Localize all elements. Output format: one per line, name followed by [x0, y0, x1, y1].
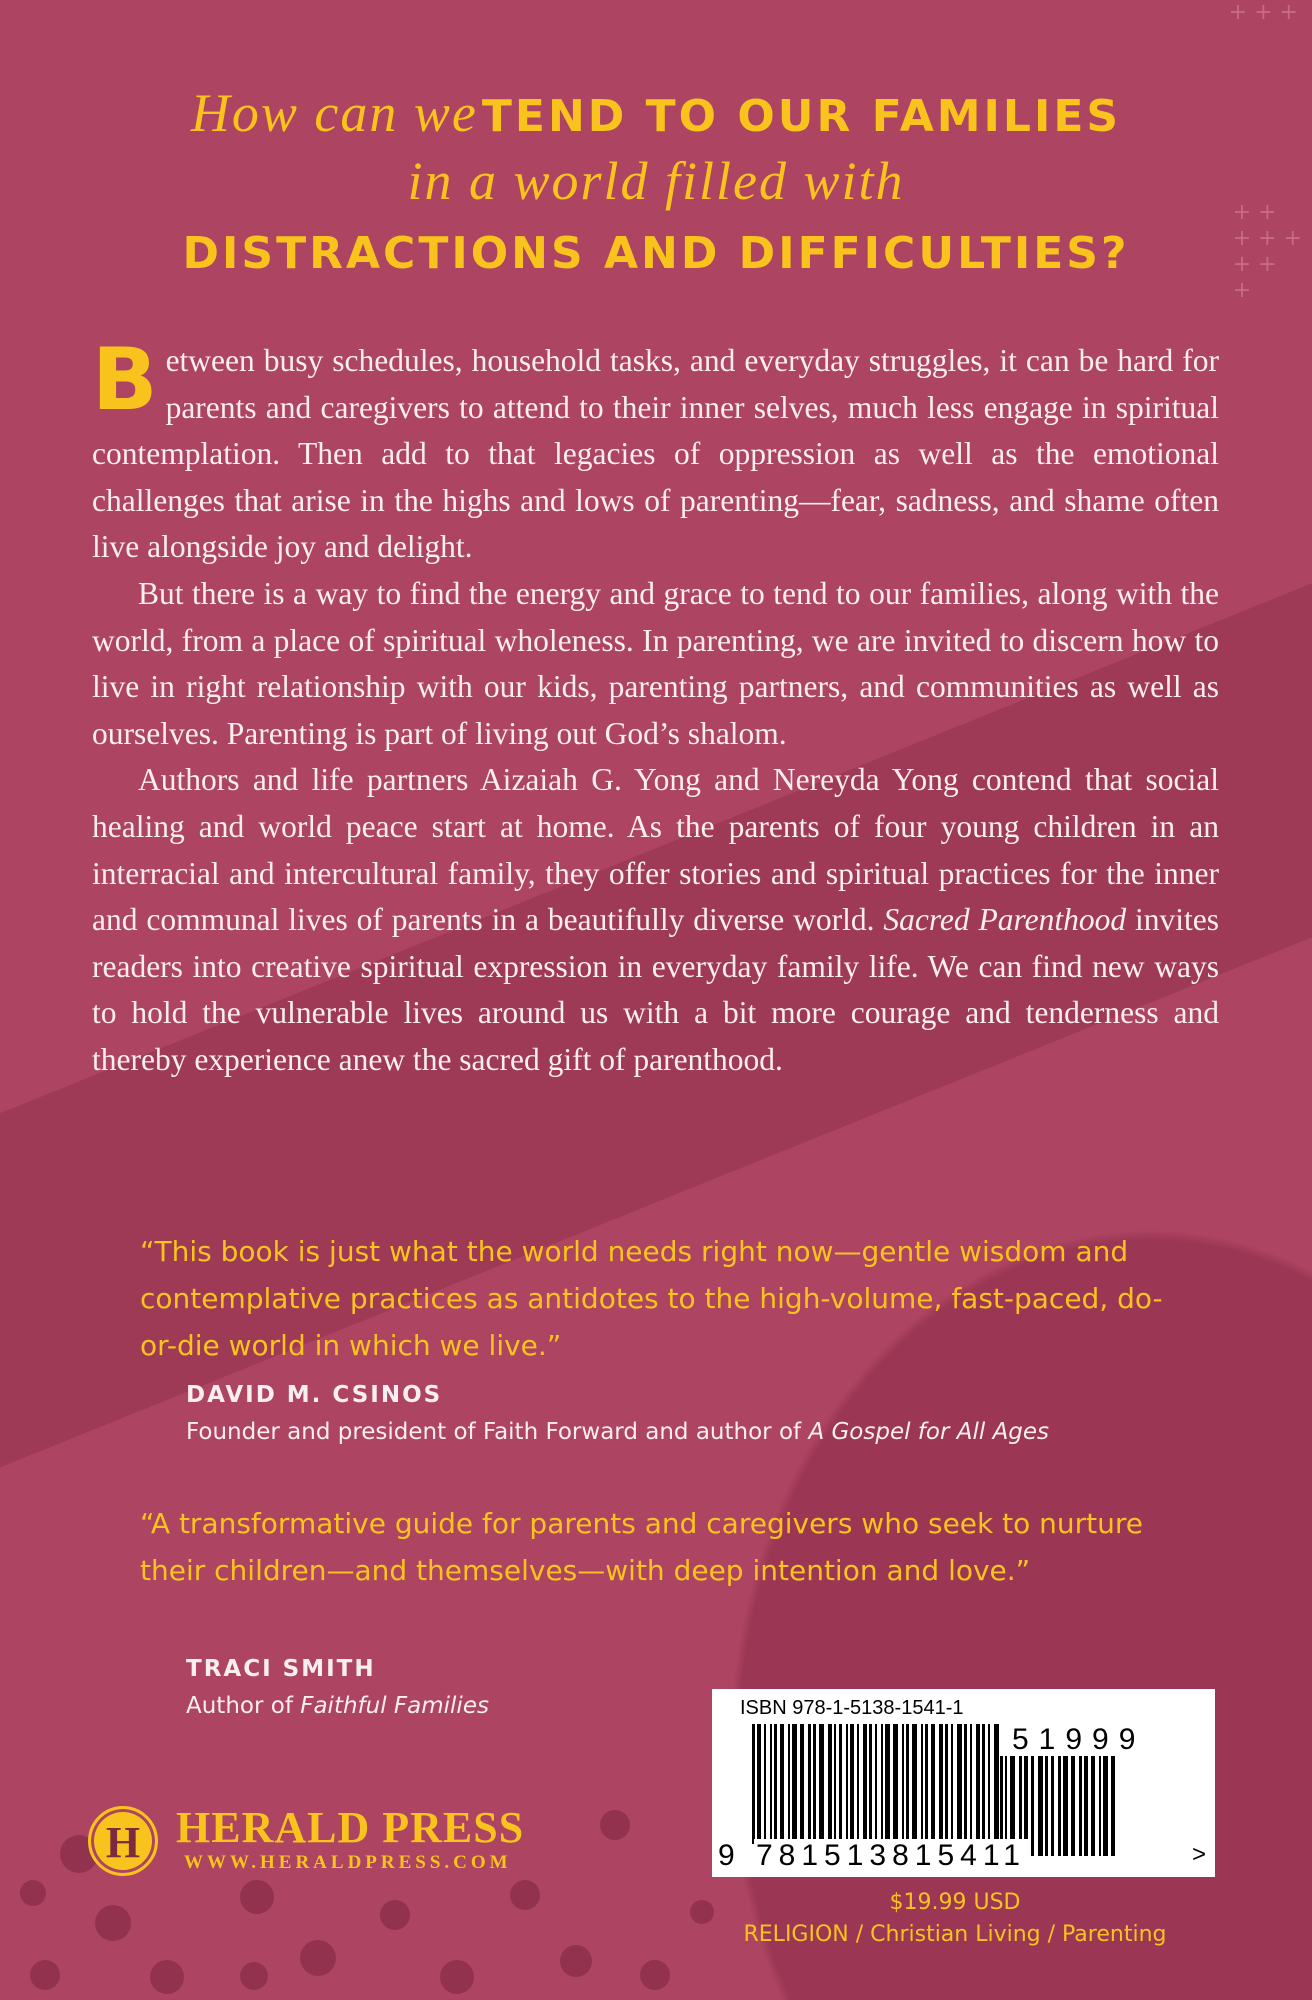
isbn-text: ISBN 978-1-5138-1541-1 — [740, 1697, 964, 1719]
barcode-bar — [764, 1724, 766, 1844]
decorative-dot — [640, 1960, 670, 1990]
decorative-dot — [95, 1905, 131, 1941]
barcode-bar — [1111, 1756, 1115, 1856]
barcode-bar — [976, 1724, 980, 1844]
barcode-bar — [982, 1724, 985, 1844]
barcode-bar — [994, 1724, 999, 1844]
barcode-bar — [964, 1724, 967, 1844]
logo-emblem-icon: H — [105, 1818, 141, 1867]
headline-line-2: in a world filled with — [407, 151, 905, 211]
barcode-bar — [850, 1724, 854, 1844]
endorsement-quote: “This book is just what the world needs right now—gentle wisdom and contemplative practices as antidotes to the high-volume, fast-paced, do-or-die world in which we live.” — [140, 1235, 1163, 1362]
barcode-bar — [1079, 1756, 1082, 1856]
barcode-bar — [931, 1724, 935, 1844]
barcode-bar — [951, 1724, 953, 1844]
desc-title: A Gospel for All Ages — [808, 1419, 1050, 1445]
endorser-description — [186, 1419, 1049, 1445]
barcode-bar — [813, 1724, 816, 1844]
paragraph-text: etween busy schedules, household tasks, and everyday struggles, it can be hard for parents and caregivers to attend to their inner selves, much less engage in spiritual contemplation. Then add to that legacies of oppression as well as the emotional challenges that arise in the highs and lows of parenting—fear, sadness, and shame often live alongside joy and delight. — [92, 343, 1219, 565]
barcode-bar — [1103, 1756, 1108, 1856]
paragraph-text: Authors and life partners Aizaiah G. Yong and Nereyda Yong contend that social healing and world peace start at home. As the parents of four young children in an interracial and intercultural family, they offer stories and spiritual practices for the inner and communal lives of parents in a beautifully diverse world. — [92, 762, 1219, 938]
barcode-bar — [1091, 1756, 1095, 1856]
barcode-bar — [885, 1724, 890, 1844]
barcode-bar — [893, 1724, 898, 1844]
barcode-bar — [819, 1724, 824, 1844]
barcode-bar — [863, 1724, 867, 1844]
drop-cap: B — [92, 330, 158, 430]
barcode-bar — [1058, 1756, 1061, 1856]
barcode-bar — [780, 1724, 784, 1844]
endorser-description — [186, 1693, 489, 1719]
endorser-name: TRACI SMITH — [186, 1656, 376, 1682]
description — [92, 330, 1219, 1084]
barcode-bar — [752, 1724, 755, 1844]
barcode-bar — [770, 1724, 772, 1844]
isbn-barcode — [712, 1689, 1215, 1877]
paragraph-text: invites readers into creative spiritual expression in everyday family life. We can find new ways to hold the vulnerable lives around us with a bit more courage and tenderness and thereby experience anew the sacred gift of parenthood. — [92, 902, 1219, 1077]
barcode-bar — [857, 1724, 859, 1844]
barcode-bar — [1031, 1756, 1034, 1856]
barcode-bar — [957, 1724, 962, 1844]
barcode-bar — [912, 1724, 917, 1844]
barcode-bar — [1071, 1756, 1075, 1856]
desc-text: Author of — [186, 1693, 301, 1719]
barcode-bar — [846, 1724, 848, 1844]
barcode-bar — [1038, 1756, 1043, 1856]
barcode-bar — [1045, 1756, 1048, 1856]
price: $19.99 USD — [889, 1890, 1021, 1915]
endorser-name: DAVID M. CSINOS — [186, 1382, 443, 1408]
decorative-dot — [510, 1880, 540, 1910]
headline-italic: How can we — [190, 83, 478, 143]
barcode-digits: 781513815411 — [756, 1839, 1026, 1872]
paragraph-3 — [92, 757, 1219, 1083]
barcode-bar — [1051, 1756, 1054, 1856]
barcode-bar — [881, 1724, 883, 1844]
publisher-logo — [88, 1806, 158, 1876]
decorative-dot — [240, 1880, 274, 1914]
barcode-bars — [752, 1724, 1001, 1844]
barcode-bar — [970, 1724, 972, 1844]
barcode-bar — [902, 1724, 904, 1844]
bisac-category: RELIGION / Christian Living / Parenting — [743, 1922, 1167, 1947]
decorative-dot — [240, 1962, 268, 1990]
barcode-bar — [921, 1724, 923, 1844]
barcode-first-digit: 9 — [718, 1839, 735, 1872]
desc-title: Faithful Families — [300, 1693, 489, 1719]
barcode-bar — [808, 1724, 811, 1844]
barcode-bar — [792, 1724, 797, 1844]
barcode-bar — [906, 1724, 909, 1844]
barcode-bar — [869, 1724, 872, 1844]
barcode-bar — [1063, 1756, 1068, 1856]
barcode-bar — [828, 1724, 832, 1844]
barcode-bar — [925, 1724, 928, 1844]
decorative-dot — [560, 1945, 592, 1977]
publisher-name: HERALD PRESS — [176, 1803, 525, 1852]
decorative-dot — [600, 1810, 630, 1840]
barcode-bar — [945, 1724, 948, 1844]
decorative-dot — [380, 1900, 410, 1930]
headline-line-1 — [0, 82, 1312, 144]
plus-pattern: + + + — [1228, 0, 1298, 25]
plus-pattern: + + + + + + + + — [1232, 200, 1302, 303]
barcode-bar — [939, 1724, 943, 1844]
barcode-bar — [988, 1724, 990, 1844]
quiet-zone-marker: > — [1192, 1841, 1207, 1868]
barcode-bar — [788, 1724, 790, 1844]
addon-digits: 51999 — [1012, 1723, 1146, 1756]
barcode-bar — [834, 1724, 836, 1844]
desc-text: Founder and president of Faith Forward and author of — [186, 1419, 809, 1445]
book-title: Sacred Parenthood — [883, 902, 1127, 938]
barcode-bar — [839, 1724, 842, 1844]
barcode-bar — [1099, 1756, 1101, 1856]
headline-line-3: DISTRACTIONS AND DIFFICULTIES? — [182, 228, 1130, 279]
decorative-dot — [440, 1960, 474, 1994]
decorative-dot — [150, 1960, 184, 1994]
headline-caps: TEND TO OUR FAMILIES — [481, 91, 1122, 142]
endorsement-quote: “A transformative guide for parents and caregivers who seek to nurture their children—and themselves—with deep intention and love.” — [140, 1507, 1143, 1587]
paragraph-1 — [92, 330, 1219, 571]
barcode-bar — [774, 1724, 777, 1844]
barcode-bar — [875, 1724, 877, 1844]
publisher-url: WWW.HERALDPRESS.COM — [184, 1852, 512, 1873]
barcode-bar — [757, 1724, 761, 1844]
barcode-bar — [1084, 1756, 1088, 1856]
decorative-dot — [300, 1940, 336, 1976]
barcode-bar — [800, 1724, 804, 1844]
paragraph-2: But there is a way to find the energy and grace to tend to our families, along with the world, from a place of spiritual wholeness. In parenting, we are invited to discern how to live in right relationship with our kids, parenting partners, and communities as well as ourselves. Parenting is part of living out God’s shalom. — [92, 575, 1219, 751]
decorative-dot — [20, 1880, 46, 1906]
decorative-dot — [30, 1960, 60, 1990]
